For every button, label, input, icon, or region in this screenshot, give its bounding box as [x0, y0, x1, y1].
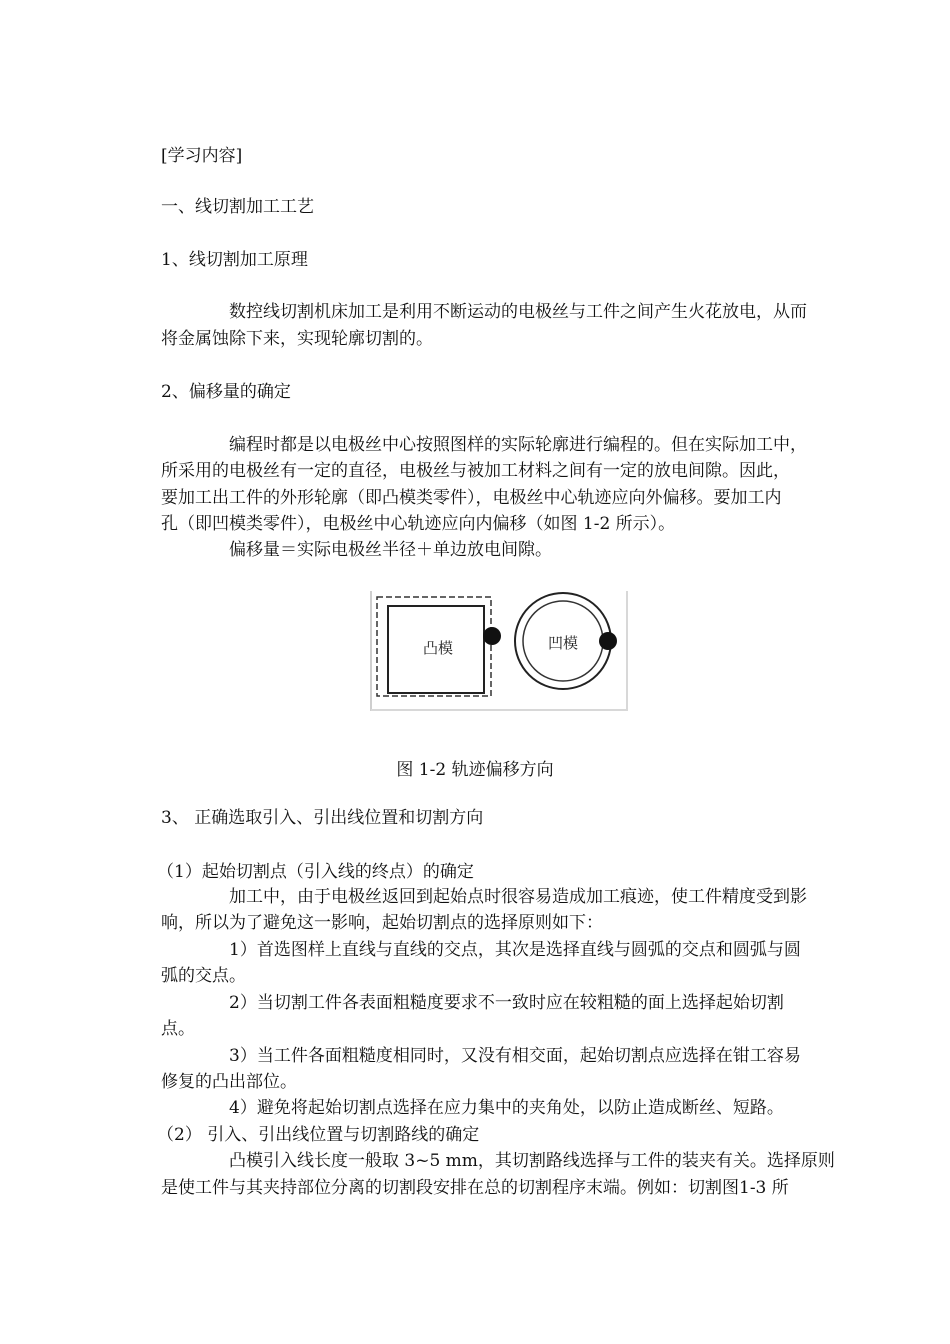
die-wire-electrode [599, 632, 617, 650]
paragraph-line: 数控线切割机床加工是利用不断运动的电极丝与工件之间产生火花放电，从而 [229, 302, 807, 322]
paragraph-line: 编程时都是以电极丝中心按照图样的实际轮廓进行编程的。但在实际加工中， [229, 435, 807, 455]
rule-line: 弧的交点。 [161, 966, 246, 986]
paragraph-line: 将金属蚀除下来，实现轮廓切割的。 [161, 329, 433, 349]
rule-line: 修复的凸出部位。 [161, 1072, 297, 1092]
die-label: 凹模 [547, 634, 579, 652]
paragraph-line: 是使工件与其夹持部位分离的切割段安排在总的切割程序末端。例如：切割图1-3 所 [161, 1178, 789, 1198]
figure-svg [368, 589, 630, 713]
paragraph-line: 响，所以为了避免这一影响，起始切割点的选择原则如下： [161, 913, 603, 933]
paragraph-line: 凸模引入线长度一般取 3~5 mm，其切割路线选择与工件的装夹有关。选择原则 [229, 1151, 835, 1171]
paragraph-line: 所采用的电极丝有一定的直径，电极丝与被加工材料之间有一定的放电间隙。因此， [161, 461, 790, 481]
paragraph-line: 要加工出工件的外形轮廓（即凸模类零件），电极丝中心轨迹应向外偏移。要加工内 [161, 488, 782, 508]
sub-subsection-title-1: （1）起始切割点（引入线的终点）的确定 [157, 862, 474, 882]
rule-line: 1）首选图样上直线与直线的交点，其次是选择直线与圆弧的交点和圆弧与圆 [229, 940, 801, 960]
content-heading: [学习内容] [161, 146, 243, 166]
subsection-title-1: 1、线切割加工原理 [161, 250, 308, 270]
subsection-title-3: 3、 正确选取引入、引出线位置和切割方向 [161, 808, 484, 828]
punch-wire-electrode [483, 627, 501, 645]
paragraph-line: 加工中，由于电极丝返回到起始点时很容易造成加工痕迹，使工件精度受到影 [229, 887, 807, 907]
formula-line: 偏移量＝实际电极丝半径＋单边放电间隙。 [229, 540, 552, 560]
subsection-title-2: 2、偏移量的确定 [161, 382, 291, 402]
rule-line: 点。 [161, 1019, 195, 1039]
figure-caption: 图 1-2 轨迹偏移方向 [396, 760, 554, 780]
sub-subsection-title-2: （2） 引入、引出线位置与切割路线的确定 [157, 1125, 480, 1145]
paragraph-line: 孔（即凹模类零件），电极丝中心轨迹应向内偏移（如图 1-2 所示）。 [161, 514, 676, 534]
offset-direction-figure [368, 589, 630, 713]
section-title-1: 一、线切割加工工艺 [161, 197, 314, 217]
punch-label: 凸模 [422, 639, 454, 657]
rule-line: 3）当工件各面粗糙度相同时，又没有相交面，起始切割点应选择在钳工容易 [229, 1046, 801, 1066]
rule-line: 4）避免将起始切割点选择在应力集中的夹角处，以防止造成断丝、短路。 [229, 1098, 784, 1118]
rule-line: 2）当切割工件各表面粗糙度要求不一致时应在较粗糙的面上选择起始切割 [229, 993, 784, 1013]
